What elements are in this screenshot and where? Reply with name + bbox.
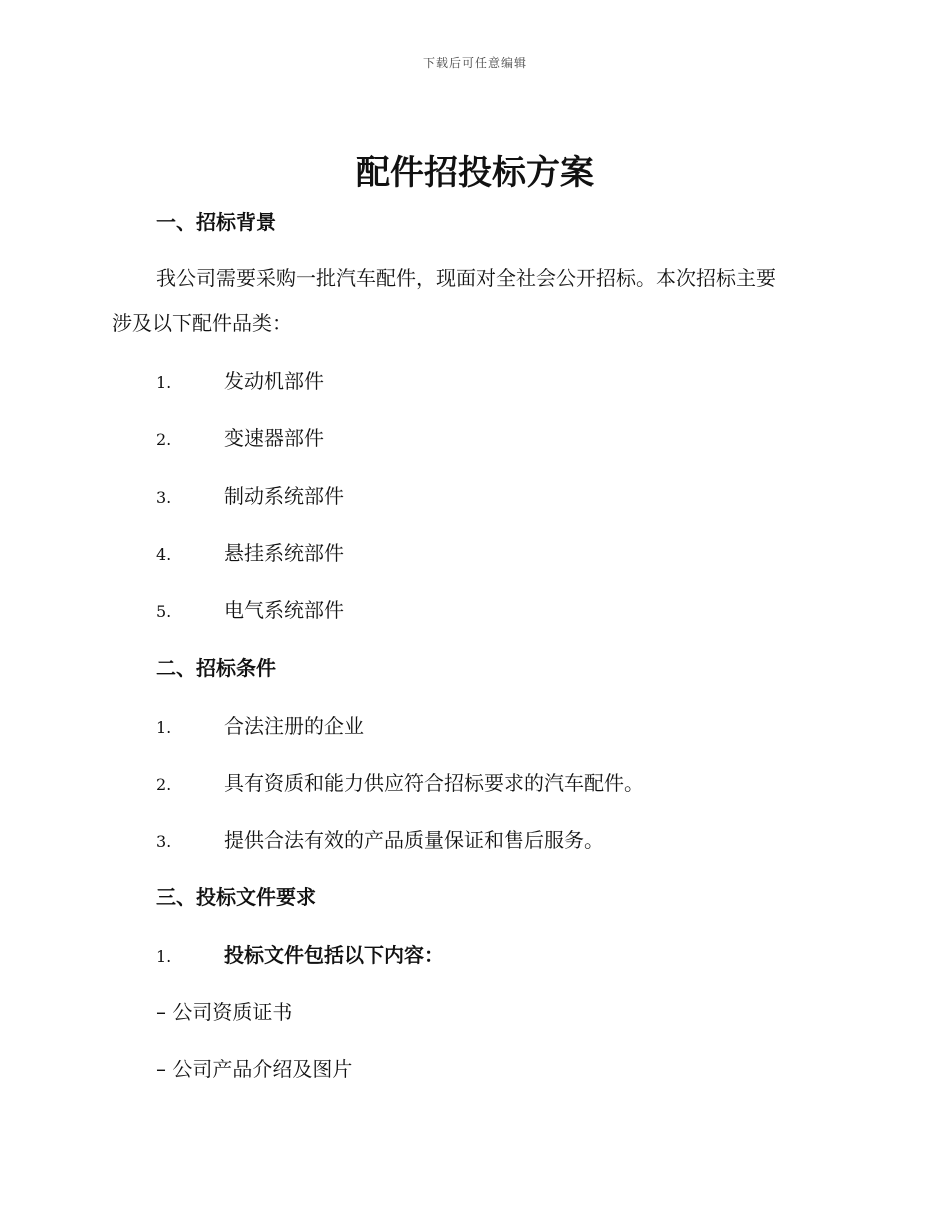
list-number: 5. xyxy=(156,602,172,621)
list-item xyxy=(156,595,344,625)
dash-list-item: – 公司产品介绍及图片 xyxy=(156,1057,353,1081)
section-heading-bid-docs: 三、投标文件要求 xyxy=(156,885,316,909)
list-text: 具有资质和能力供应符合招标要求的汽车配件。 xyxy=(224,771,644,795)
background-paragraph xyxy=(112,256,834,346)
list-item xyxy=(156,481,344,511)
paragraph-line-1: 我公司需要采购一批汽车配件，现面对全社会公开招标。本次招标主要 xyxy=(156,266,776,290)
section-heading-conditions: 二、招标条件 xyxy=(156,656,276,680)
list-text: 发动机部件 xyxy=(224,369,324,393)
page-header-note: 下载后可任意编辑 xyxy=(422,56,527,70)
list-text: 提供合法有效的产品质量保证和售后服务。 xyxy=(224,828,604,852)
list-text: 制动系统部件 xyxy=(224,484,344,508)
list-item xyxy=(156,940,444,970)
list-number: 2. xyxy=(156,430,172,449)
list-item xyxy=(156,711,364,741)
list-text: 合法注册的企业 xyxy=(224,714,364,738)
list-number: 2. xyxy=(156,775,172,794)
list-text: 电气系统部件 xyxy=(224,598,344,622)
list-item xyxy=(156,538,344,568)
list-number: 1. xyxy=(156,373,172,392)
list-number: 1. xyxy=(156,718,172,737)
list-item xyxy=(156,768,644,798)
list-number: 1. xyxy=(156,947,172,966)
list-number: 3. xyxy=(156,488,172,507)
document-title: 配件招投标方案 xyxy=(356,153,594,193)
list-number: 4. xyxy=(156,545,172,564)
list-item xyxy=(156,825,604,855)
paragraph-line-2: 涉及以下配件品类： xyxy=(112,311,292,335)
list-text: 悬挂系统部件 xyxy=(224,541,344,565)
list-item xyxy=(156,366,324,396)
list-item xyxy=(156,423,324,453)
list-text: 投标文件包括以下内容： xyxy=(224,943,444,967)
list-text: 变速器部件 xyxy=(224,426,324,450)
list-number: 3. xyxy=(156,832,172,851)
section-heading-background: 一、招标背景 xyxy=(156,210,276,234)
dash-list-item: – 公司资质证书 xyxy=(156,1000,293,1024)
